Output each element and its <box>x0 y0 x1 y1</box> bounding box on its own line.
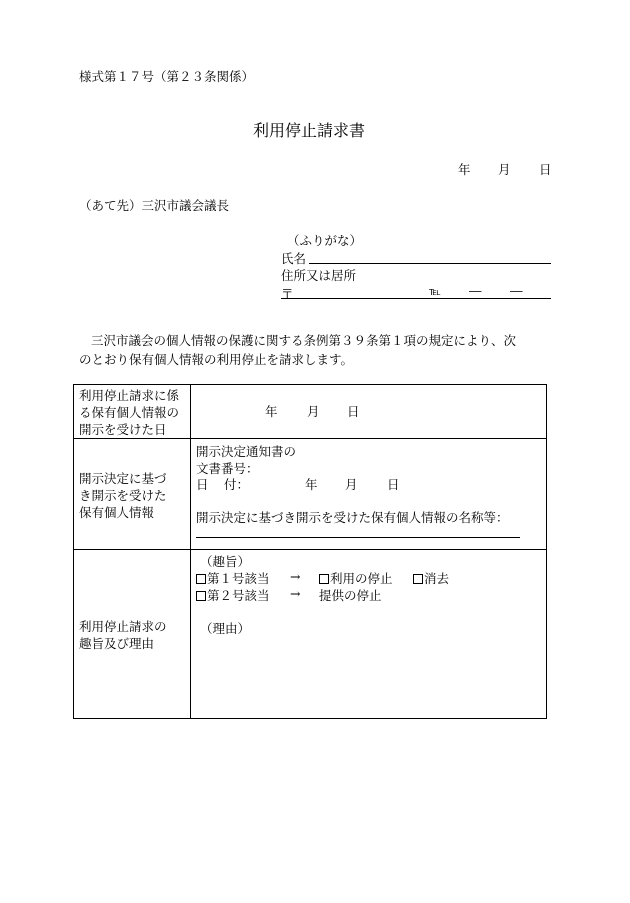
header-line: 開示決定に基づ <box>79 470 167 486</box>
row-disclosure-date <box>74 385 547 439</box>
postal-mark: 〒 <box>281 286 294 301</box>
row1-year-label: 年 <box>265 404 278 419</box>
erase-label: 消去 <box>424 571 450 586</box>
row-purpose-reason <box>74 550 547 719</box>
date-month-label: 月 <box>498 162 511 177</box>
name-label: 氏名 <box>281 251 307 266</box>
address-label: 住所又は居所 <box>281 268 357 283</box>
addressee: （あて先）三沢市議会議長 <box>79 198 230 213</box>
address-field-line[interactable] <box>281 298 551 299</box>
arrow-2: → <box>290 586 301 601</box>
option1 <box>196 569 270 587</box>
notice-label: 開示決定通知書の <box>196 444 297 459</box>
date-label-b: 付： <box>224 477 250 492</box>
info-name-label: 開示決定に基づき開示を受けた保有個人情報の名称等： <box>196 510 509 525</box>
furigana-label: （ふりがな） <box>287 233 363 248</box>
page-title: 利用停止請求書 <box>253 121 366 140</box>
option1b <box>413 569 449 587</box>
name-field-line[interactable] <box>309 263 551 264</box>
header-line: る保有個人情報の <box>79 405 180 420</box>
doc-number-label: 文書番号： <box>196 461 259 476</box>
header-disclosed-info <box>74 439 191 550</box>
erase-checkbox[interactable] <box>413 574 423 584</box>
tel-separator: ― <box>510 283 523 298</box>
stop-use-label: 利用の停止 <box>330 571 393 586</box>
option1-checkbox[interactable] <box>196 574 206 584</box>
header-disclosure-date <box>74 385 191 439</box>
purpose-label: （趣旨） <box>200 554 251 569</box>
option2-checkbox[interactable] <box>196 591 206 601</box>
row2-day-label: 日 <box>387 477 400 492</box>
stop-provision-label: 提供の停止 <box>319 588 382 603</box>
header-line: 開示を受けた日 <box>79 422 167 437</box>
row-disclosed-info <box>74 439 547 550</box>
header-line: 保有個人情報 <box>79 504 155 520</box>
purpose-reason-field[interactable] <box>191 550 547 719</box>
row2-month-label: 月 <box>345 477 358 492</box>
option2-label: 第２号該当 <box>207 588 270 603</box>
option2 <box>196 586 270 604</box>
header-line: き開示を受けた <box>79 487 167 503</box>
form-number: 様式第１７号（第２３条関係） <box>79 69 255 84</box>
stop-use-checkbox[interactable] <box>319 574 329 584</box>
request-table <box>73 384 547 719</box>
arrow-1: → <box>290 569 301 584</box>
option1a <box>319 569 393 587</box>
row1-month-label: 月 <box>307 404 320 419</box>
date-day-label: 日 <box>539 162 552 177</box>
row2-year-label: 年 <box>305 477 318 492</box>
reason-label: （理由） <box>200 621 251 636</box>
option1-label: 第１号該当 <box>207 571 270 586</box>
disclosed-info-field[interactable] <box>191 439 547 550</box>
intro-line-2: のとおり保有個人情報の利用停止を請求します。 <box>79 352 354 367</box>
disclosure-date-field[interactable] <box>191 385 547 439</box>
info-name-line[interactable] <box>196 537 520 538</box>
header-line: 趣旨及び理由 <box>79 636 155 651</box>
tel-mark: ℡ <box>429 285 441 298</box>
header-purpose-reason <box>74 550 191 719</box>
tel-separator: ― <box>469 283 482 298</box>
header-line: 利用停止請求に係 <box>79 388 180 403</box>
row1-day-label: 日 <box>347 404 360 419</box>
date-year-label: 年 <box>458 162 471 177</box>
date-label-a: 日 <box>196 477 209 492</box>
intro-line-1: 三沢市議会の個人情報の保護に関する条例第３９条第１項の規定により、次 <box>91 333 517 348</box>
header-line: 利用停止請求の <box>79 619 167 634</box>
